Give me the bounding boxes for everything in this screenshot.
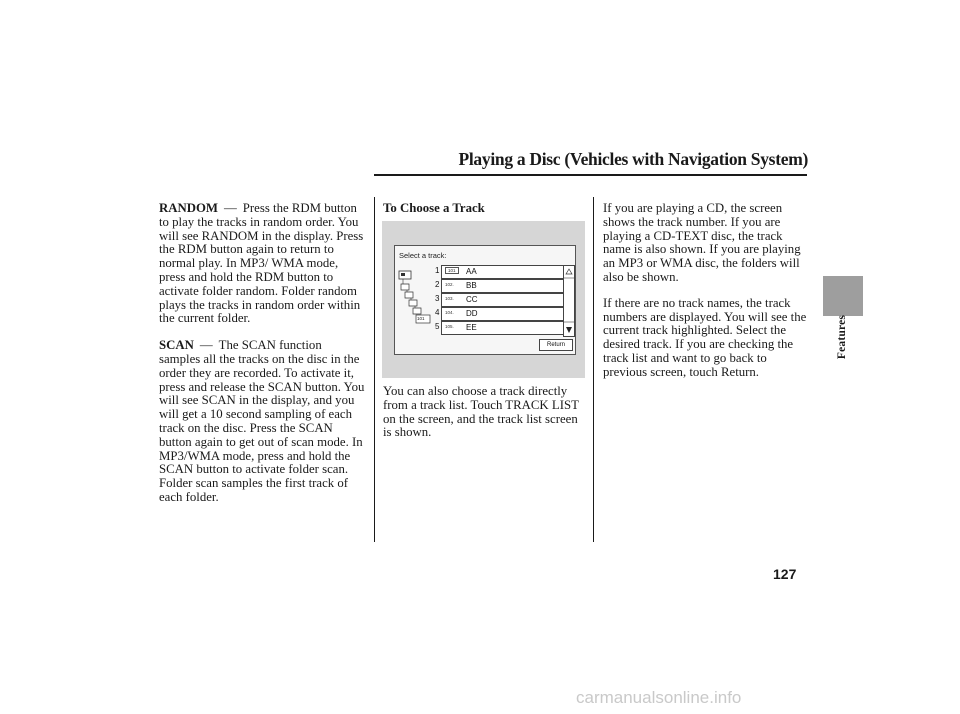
right-column xyxy=(603,202,808,380)
right-paragraph-1: If you are playing a CD, the screen shows the track number. If you are playing a CD-TEXT disc, the track name is also shown. If you are playing an MP3 or WMA disc, the folders will also be shown. xyxy=(603,201,801,284)
track-row[interactable] xyxy=(441,265,566,279)
random-term: RANDOM xyxy=(159,201,218,215)
track-row[interactable] xyxy=(441,307,566,321)
random-paragraph xyxy=(159,202,365,326)
track-name: CC xyxy=(466,295,478,304)
random-text: Press the RDM button to play the tracks in random order. You will see RANDOM in the display. Press the RDM button again to return to normal play. In MP3/ WMA mode, press and hold the RDM button to activate folder random. Folder random plays the tracks in random order within the current folder. xyxy=(159,201,364,326)
track-num: 1 xyxy=(435,266,440,275)
scan-text: The SCAN function samples all the tracks on the disc in the order they are recorded. To activate it, press and release the SCAN button. You will see SCAN in the display, and you will get a 10 second sampling of each track on the disc. Press the SCAN button again to get out of scan mode. In MP3/WMA mode, press and hold the SCAN button to activate folder scan. Folder scan samples the first track of each folder. xyxy=(159,338,365,504)
track-code: 105. xyxy=(445,324,454,329)
title-rule xyxy=(374,174,807,176)
track-code: 104. xyxy=(445,310,454,315)
track-name: EE xyxy=(466,323,477,332)
track-num: 5 xyxy=(435,322,440,331)
folder-code: 101 xyxy=(417,316,425,321)
track-row[interactable] xyxy=(441,293,566,307)
track-code: 103. xyxy=(445,296,454,301)
track-code: 102. xyxy=(445,282,454,287)
track-name: AA xyxy=(466,267,477,276)
column-divider-right xyxy=(593,197,594,542)
choose-track-paragraph: You can also choose a track directly from a track list. Touch TRACK LIST on the screen, and the track list screen is shown. xyxy=(383,384,579,440)
section-tab-label: Features xyxy=(836,314,848,360)
track-code: 101 xyxy=(445,267,459,274)
scroll-arrows-icon xyxy=(564,266,574,336)
track-num: 3 xyxy=(435,294,440,303)
column-divider-left xyxy=(374,197,375,542)
random-dash: — xyxy=(224,201,237,215)
screen-title: Select a track: xyxy=(399,251,447,260)
scan-paragraph xyxy=(159,339,365,505)
track-num: 2 xyxy=(435,280,440,289)
right-paragraph-2: If there are no track names, the track numbers are displayed. You will see the current track highlighted. Select the desired track. If you are checking the track list and want to go back to previous screen, touch Return. xyxy=(603,295,807,379)
choose-track-heading: To Choose a Track xyxy=(383,201,485,215)
left-column xyxy=(159,202,365,505)
page-title: Playing a Disc (Vehicles with Navigation System) xyxy=(458,149,808,169)
scan-term: SCAN xyxy=(159,338,194,353)
scan-dash: — xyxy=(199,338,213,353)
folder-tree-icon xyxy=(398,268,432,324)
track-scrollbar[interactable] xyxy=(563,265,575,337)
track-row[interactable] xyxy=(441,279,566,293)
track-num: 4 xyxy=(435,308,440,317)
page-number: 127 xyxy=(773,566,797,582)
track-name: DD xyxy=(466,309,478,318)
track-row[interactable] xyxy=(441,321,566,335)
track-list-screen xyxy=(394,245,576,355)
watermark: carmanualsonline.info xyxy=(576,688,742,707)
track-name: BB xyxy=(466,281,477,290)
track-list-figure xyxy=(382,221,585,378)
return-button[interactable]: Return xyxy=(539,339,573,351)
